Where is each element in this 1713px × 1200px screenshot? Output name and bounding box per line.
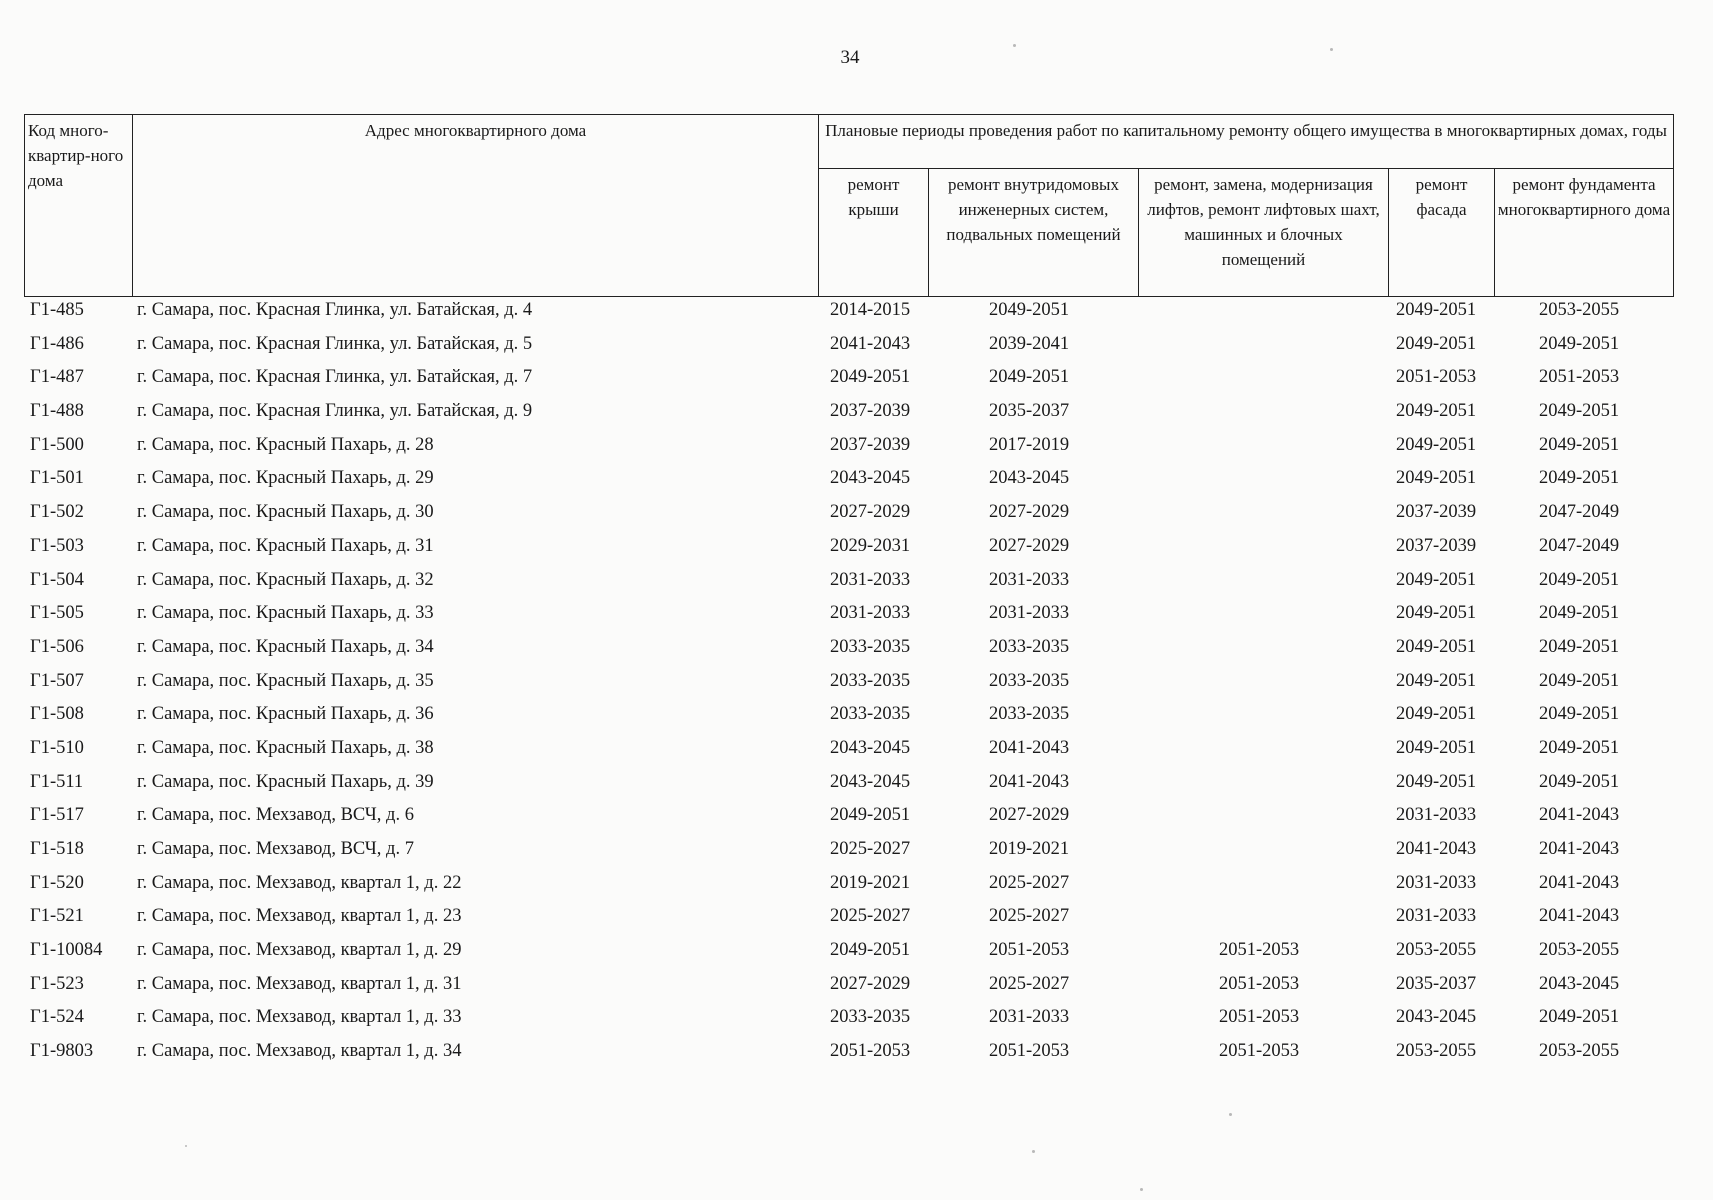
scan-speck <box>1229 1113 1232 1116</box>
cell-code: Г1-518 <box>30 839 84 859</box>
cell-facade: 2049-2051 <box>1396 401 1477 422</box>
cell-foundation: 2047-2049 <box>1539 502 1620 523</box>
cell-roof: 2043-2045 <box>830 468 911 489</box>
cell-code: Г1-507 <box>30 670 84 691</box>
table-row <box>0 667 1713 701</box>
cell-roof: 2027-2029 <box>830 502 911 523</box>
table-row <box>0 599 1713 633</box>
cell-address: г. Самара, пос. Мехзавод, квартал 1, д. 33 <box>137 1007 462 1028</box>
cell-address: г. Самара, пос. Красный Пахарь, д. 35 <box>137 670 434 691</box>
cell-facade: 2051-2053 <box>1396 367 1477 388</box>
header-code: Код много-квартир-ного дома <box>25 115 133 297</box>
cell-roof: 2033-2035 <box>830 636 911 657</box>
cell-systems: 2019-2021 <box>989 839 1070 859</box>
cell-foundation: 2049-2051 <box>1539 704 1620 725</box>
cell-address: г. Самара, пос. Мехзавод, ВСЧ, д. 7 <box>137 839 414 859</box>
cell-facade: 2031-2033 <box>1396 805 1477 826</box>
cell-address: г. Самара, пос. Красный Пахарь, д. 38 <box>137 737 434 758</box>
cell-roof: 2049-2051 <box>830 940 911 961</box>
cell-address: г. Самара, пос. Мехзавод, квартал 1, д. 22 <box>137 872 462 893</box>
cell-roof: 2031-2033 <box>830 603 911 624</box>
cell-foundation: 2053-2055 <box>1539 940 1620 961</box>
cell-code: Г1-511 <box>30 771 84 792</box>
cell-address: г. Самара, пос. Красный Пахарь, д. 30 <box>137 502 434 523</box>
cell-foundation: 2041-2043 <box>1539 906 1620 927</box>
cell-address: г. Самара, пос. Мехзавод, квартал 1, д. 31 <box>137 973 462 994</box>
cell-foundation: 2049-2051 <box>1539 737 1620 758</box>
cell-address: г. Самара, пос. Красный Пахарь, д. 31 <box>137 535 434 556</box>
cell-systems: 2027-2029 <box>989 805 1070 826</box>
cell-roof: 2025-2027 <box>830 906 911 927</box>
cell-facade: 2049-2051 <box>1396 636 1477 657</box>
header-foundation: ремонт фундамента многоквартирного дома <box>1495 169 1674 297</box>
header-roof: ремонт крыши <box>819 169 929 297</box>
cell-systems: 2049-2051 <box>989 367 1070 388</box>
cell-facade: 2053-2055 <box>1396 1041 1477 1062</box>
table-row <box>0 633 1713 667</box>
cell-address: г. Самара, пос. Мехзавод, ВСЧ, д. 6 <box>137 805 414 826</box>
cell-facade: 2049-2051 <box>1396 333 1477 354</box>
scan-speck <box>1013 44 1016 47</box>
cell-foundation: 2053-2055 <box>1539 300 1620 320</box>
table-header <box>24 114 1674 297</box>
cell-systems: 2033-2035 <box>989 670 1070 691</box>
cell-code: Г1-10084 <box>30 940 103 961</box>
cell-systems: 2031-2033 <box>989 1007 1070 1028</box>
cell-address: г. Самара, пос. Красный Пахарь, д. 39 <box>137 771 434 792</box>
cell-facade: 2041-2043 <box>1396 839 1477 859</box>
cell-systems: 2051-2053 <box>989 940 1070 961</box>
cell-foundation: 2053-2055 <box>1539 1041 1620 1062</box>
cell-foundation: 2047-2049 <box>1539 535 1620 556</box>
cell-systems: 2039-2041 <box>989 333 1070 354</box>
cell-foundation: 2049-2051 <box>1539 1007 1620 1028</box>
cell-roof: 2014-2015 <box>830 300 911 320</box>
cell-address: г. Самара, пос. Красная Глинка, ул. Батайская, д. 5 <box>137 333 533 354</box>
cell-foundation: 2041-2043 <box>1539 805 1620 826</box>
cell-facade: 2049-2051 <box>1396 569 1477 590</box>
cell-foundation: 2051-2053 <box>1539 367 1620 388</box>
cell-address: г. Самара, пос. Красный Пахарь, д. 29 <box>137 468 434 489</box>
cell-facade: 2049-2051 <box>1396 434 1477 455</box>
cell-code: Г1-486 <box>30 333 84 354</box>
table-row <box>0 363 1713 397</box>
table-row <box>0 902 1713 936</box>
table-row <box>0 296 1713 330</box>
cell-code: Г1-524 <box>30 1007 84 1028</box>
cell-roof: 2051-2053 <box>830 1041 911 1062</box>
cell-code: Г1-508 <box>30 704 84 725</box>
cell-systems: 2031-2033 <box>989 603 1070 624</box>
cell-roof: 2031-2033 <box>830 569 911 590</box>
cell-facade: 2049-2051 <box>1396 704 1477 725</box>
cell-roof: 2025-2027 <box>830 839 911 859</box>
cell-code: Г1-503 <box>30 535 84 556</box>
scan-speck <box>1140 1188 1143 1191</box>
table-row <box>0 835 1713 869</box>
cell-systems: 2035-2037 <box>989 401 1070 422</box>
table-body <box>0 296 1713 1071</box>
cell-code: Г1-505 <box>30 603 84 624</box>
cell-foundation: 2049-2051 <box>1539 771 1620 792</box>
table-row <box>0 700 1713 734</box>
scan-speck <box>1032 1150 1035 1153</box>
cell-address: г. Самара, пос. Мехзавод, квартал 1, д. 29 <box>137 940 462 961</box>
cell-lifts: 2051-2053 <box>1219 940 1300 961</box>
table-row <box>0 869 1713 903</box>
table-row <box>0 431 1713 465</box>
cell-address: г. Самара, пос. Красная Глинка, ул. Батайская, д. 4 <box>137 300 533 320</box>
cell-code: Г1-500 <box>30 434 84 455</box>
table-row <box>0 1003 1713 1037</box>
cell-code: Г1-506 <box>30 636 84 657</box>
table-row <box>0 1037 1713 1071</box>
cell-facade: 2053-2055 <box>1396 940 1477 961</box>
cell-roof: 2049-2051 <box>830 805 911 826</box>
cell-systems: 2025-2027 <box>989 906 1070 927</box>
cell-foundation: 2041-2043 <box>1539 839 1620 859</box>
cell-code: Г1-510 <box>30 737 84 758</box>
cell-systems: 2033-2035 <box>989 636 1070 657</box>
scan-speck <box>1330 48 1333 51</box>
cell-roof: 2043-2045 <box>830 737 911 758</box>
table-row <box>0 464 1713 498</box>
cell-facade: 2031-2033 <box>1396 872 1477 893</box>
table-row <box>0 734 1713 768</box>
cell-address: г. Самара, пос. Красная Глинка, ул. Батайская, д. 7 <box>137 367 533 388</box>
header-lifts: ремонт, замена, модернизация лифтов, ремонт лифтовых шахт, машинных и блочных помещений <box>1139 169 1389 297</box>
cell-facade: 2049-2051 <box>1396 300 1477 320</box>
cell-foundation: 2041-2043 <box>1539 872 1620 893</box>
cell-code: Г1-485 <box>30 300 84 320</box>
cell-lifts: 2051-2053 <box>1219 1007 1300 1028</box>
table-row <box>0 768 1713 802</box>
cell-facade: 2043-2045 <box>1396 1007 1477 1028</box>
cell-systems: 2033-2035 <box>989 704 1070 725</box>
cell-systems: 2017-2019 <box>989 434 1070 455</box>
cell-foundation: 2049-2051 <box>1539 569 1620 590</box>
cell-address: г. Самара, пос. Мехзавод, квартал 1, д. 34 <box>137 1041 462 1062</box>
cell-code: Г1-487 <box>30 367 84 388</box>
cell-code: Г1-488 <box>30 401 84 422</box>
cell-roof: 2049-2051 <box>830 367 911 388</box>
cell-systems: 2043-2045 <box>989 468 1070 489</box>
table-row <box>0 566 1713 600</box>
cell-facade: 2035-2037 <box>1396 973 1477 994</box>
header-systems: ремонт внутридомовых инженерных систем, подвальных помещений <box>929 169 1139 297</box>
cell-address: г. Самара, пос. Красный Пахарь, д. 32 <box>137 569 434 590</box>
cell-roof: 2037-2039 <box>830 434 911 455</box>
cell-systems: 2027-2029 <box>989 502 1070 523</box>
cell-facade: 2049-2051 <box>1396 468 1477 489</box>
cell-systems: 2041-2043 <box>989 737 1070 758</box>
table-row <box>0 532 1713 566</box>
cell-roof: 2033-2035 <box>830 704 911 725</box>
cell-systems: 2025-2027 <box>989 872 1070 893</box>
table-row <box>0 330 1713 364</box>
table-row <box>0 498 1713 532</box>
cell-code: Г1-504 <box>30 569 84 590</box>
cell-foundation: 2049-2051 <box>1539 636 1620 657</box>
cell-code: Г1-523 <box>30 973 84 994</box>
cell-address: г. Самара, пос. Красный Пахарь, д. 34 <box>137 636 434 657</box>
cell-roof: 2043-2045 <box>830 771 911 792</box>
cell-facade: 2037-2039 <box>1396 535 1477 556</box>
cell-systems: 2051-2053 <box>989 1041 1070 1062</box>
cell-systems: 2049-2051 <box>989 300 1070 320</box>
cell-lifts: 2051-2053 <box>1219 1041 1300 1062</box>
cell-address: г. Самара, пос. Красный Пахарь, д. 36 <box>137 704 434 725</box>
cell-roof: 2041-2043 <box>830 333 911 354</box>
cell-foundation: 2049-2051 <box>1539 670 1620 691</box>
cell-lifts: 2051-2053 <box>1219 973 1300 994</box>
header-periods: Плановые периоды проведения работ по капитальному ремонту общего имущества в многоквартирных домах, годы <box>819 115 1674 169</box>
cell-code: Г1-9803 <box>30 1041 94 1062</box>
cell-systems: 2025-2027 <box>989 973 1070 994</box>
cell-foundation: 2049-2051 <box>1539 333 1620 354</box>
cell-foundation: 2049-2051 <box>1539 434 1620 455</box>
cell-facade: 2037-2039 <box>1396 502 1477 523</box>
cell-code: Г1-520 <box>30 872 84 893</box>
cell-roof: 2033-2035 <box>830 1007 911 1028</box>
page-number: 34 <box>840 47 860 68</box>
cell-address: г. Самара, пос. Красная Глинка, ул. Батайская, д. 9 <box>137 401 533 422</box>
header-facade: ремонт фасада <box>1389 169 1495 297</box>
cell-code: Г1-517 <box>30 805 84 826</box>
cell-roof: 2029-2031 <box>830 535 911 556</box>
cell-roof: 2027-2029 <box>830 973 911 994</box>
cell-roof: 2019-2021 <box>830 872 911 893</box>
cell-foundation: 2049-2051 <box>1539 401 1620 422</box>
cell-facade: 2049-2051 <box>1396 737 1477 758</box>
scan-speck <box>185 1145 187 1147</box>
table-row <box>0 936 1713 970</box>
cell-address: г. Самара, пос. Мехзавод, квартал 1, д. 23 <box>137 906 462 927</box>
cell-code: Г1-502 <box>30 502 84 523</box>
cell-code: Г1-521 <box>30 906 84 927</box>
table-row <box>0 801 1713 835</box>
cell-roof: 2037-2039 <box>830 401 911 422</box>
cell-foundation: 2049-2051 <box>1539 603 1620 624</box>
cell-facade: 2049-2051 <box>1396 771 1477 792</box>
cell-facade: 2049-2051 <box>1396 603 1477 624</box>
cell-systems: 2041-2043 <box>989 771 1070 792</box>
cell-address: г. Самара, пос. Красный Пахарь, д. 28 <box>137 434 434 455</box>
cell-foundation: 2049-2051 <box>1539 468 1620 489</box>
cell-roof: 2033-2035 <box>830 670 911 691</box>
header-address: Адрес многоквартирного дома <box>133 115 819 297</box>
cell-code: Г1-501 <box>30 468 84 489</box>
cell-facade: 2049-2051 <box>1396 670 1477 691</box>
cell-systems: 2027-2029 <box>989 535 1070 556</box>
cell-foundation: 2043-2045 <box>1539 973 1620 994</box>
cell-systems: 2031-2033 <box>989 569 1070 590</box>
table-row <box>0 970 1713 1004</box>
cell-address: г. Самара, пос. Красный Пахарь, д. 33 <box>137 603 434 624</box>
table-row <box>0 397 1713 431</box>
cell-facade: 2031-2033 <box>1396 906 1477 927</box>
